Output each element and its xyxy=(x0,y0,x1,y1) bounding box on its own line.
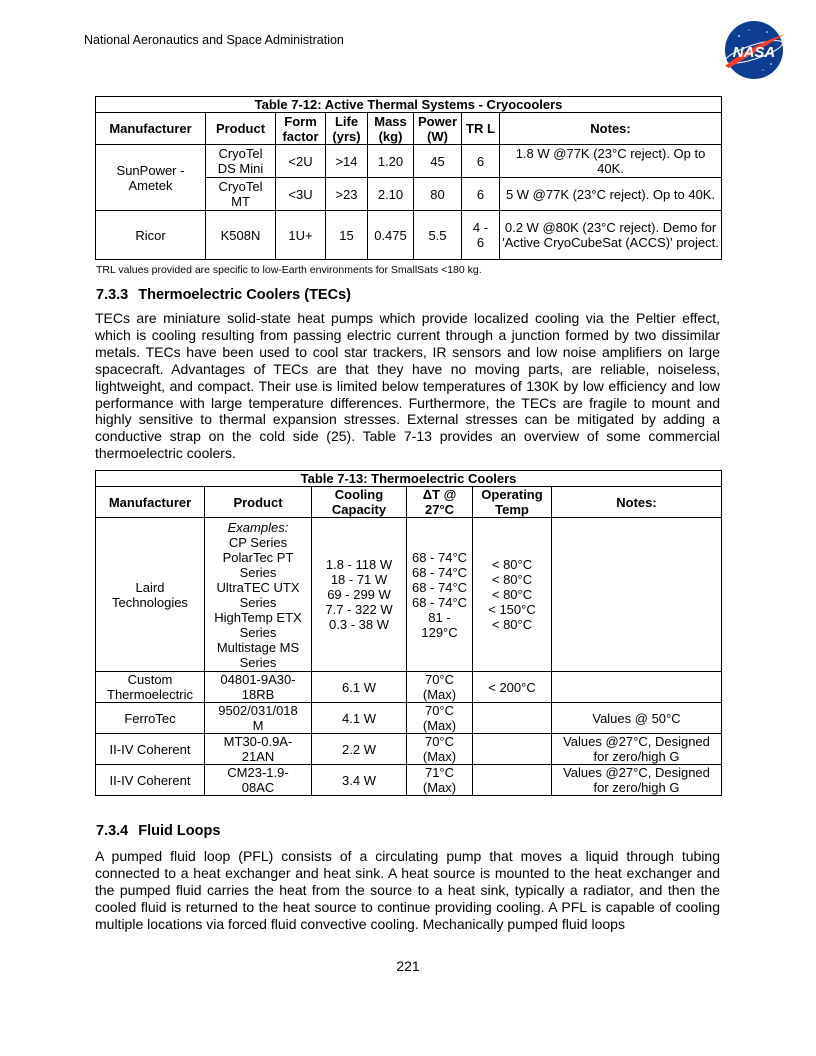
table-cell: 6.1 W xyxy=(312,672,407,703)
column-header: Cooling Capacity xyxy=(312,487,407,518)
table-cell xyxy=(552,518,722,672)
table-cell: CM23-1.9- 08AC xyxy=(205,765,312,796)
table-footnote: TRL values provided are specific to low-Earth environments for SmallSats <180 kg. xyxy=(96,264,482,276)
table-cell: FerroTec xyxy=(96,703,205,734)
table-cell: 1.8 W @77K (23°C reject). Op to 40K. xyxy=(500,145,722,178)
table-caption: Table 7-12: Active Thermal Systems - Cryocoolers xyxy=(96,97,722,113)
table-cell: 70°C (Max) xyxy=(407,672,473,703)
table-cell: 04801-9A30- 18RB xyxy=(205,672,312,703)
table-cell: K508N xyxy=(206,211,276,260)
table-cell: 5 W @77K (23°C reject). Op to 40K. xyxy=(500,178,722,211)
section-body: A pumped fluid loop (PFL) consists of a circulating pump that moves a liquid through tubing connected to a heat exchanger and heat sink. A heat source is mounted to the heat exchanger and the pumped fluid carries the heat from the source to a heat sink, typically a radiator, and then the cooled fluid is returned to the heat source to continue providing cooling. A PFL is capable of cooling multiple locations via forced fluid convective cooling. Mechanically pumped fluid loops xyxy=(95,848,720,932)
table-cell: < 200°C xyxy=(473,672,552,703)
table-cell: >14 xyxy=(326,145,368,178)
table-cell xyxy=(552,672,722,703)
header-organization: National Aeronautics and Space Administration xyxy=(84,33,344,47)
table-cell: 6 xyxy=(462,178,500,211)
table-cell: 1.8 - 118 W 18 - 71 W 69 - 299 W 7.7 - 322 W 0.3 - 38 W xyxy=(312,518,407,672)
table-cell xyxy=(473,703,552,734)
section-heading xyxy=(96,823,220,839)
table-cell: CryoTel MT xyxy=(206,178,276,211)
table-cell: 80 xyxy=(414,178,462,211)
column-header: ΔT @ 27°C xyxy=(407,487,473,518)
column-header: Notes: xyxy=(552,487,722,518)
table-cell: II-IV Coherent xyxy=(96,734,205,765)
table-cell: 68 - 74°C 68 - 74°C 68 - 74°C 68 - 74°C 81 - 129°C xyxy=(407,518,473,672)
column-header: Form factor xyxy=(276,113,326,145)
nasa-logo-icon xyxy=(719,18,789,82)
column-header: Operating Temp xyxy=(473,487,552,518)
table-cell: 2.2 W xyxy=(312,734,407,765)
section-body: TECs are miniature solid-state heat pumps which provide localized cooling via the Peltier effect, which is cooling resulting from passing electric current through a junction formed by two dissimilar metals. TECs have been used to cool star trackers, IR sensors and low noise amplifiers on large spacecraft. Advantages of TECs are that they have no moving parts, are reliable, noiseless, lightweight, and compact. Their use is limited below temperatures of 130K by low efficiency and low performance with large temperature differences. Furthermore, the TECs are fragile to mount and highly sensitive to thermal expansion stresses. External stresses can be mitigated by adding a conductive strap on the cold side (25). Table 7-13 provides an overview of some commercial thermoelectric coolers. xyxy=(95,310,720,462)
page-number: 221 xyxy=(396,958,420,974)
table-cell: Values @27°C, Designed for zero/high G xyxy=(552,765,722,796)
column-header: Mass (kg) xyxy=(368,113,414,145)
table-cell: 2.10 xyxy=(368,178,414,211)
column-header: Notes: xyxy=(500,113,722,145)
table-cell xyxy=(473,765,552,796)
column-header: Product xyxy=(206,113,276,145)
section-number: 7.3.3 xyxy=(96,287,129,303)
table-cell xyxy=(473,734,552,765)
table-cell: <3U xyxy=(276,178,326,211)
column-header: TR L xyxy=(462,113,500,145)
table-cell: 1U+ xyxy=(276,211,326,260)
table-cell: SunPower - Ametek xyxy=(96,145,206,211)
product-examples-label: Examples: xyxy=(227,519,289,535)
table-cell xyxy=(205,518,312,672)
table-cell: 4 - 6 xyxy=(462,211,500,260)
table-caption: Table 7-13: Thermoelectric Coolers xyxy=(96,471,722,487)
thermoelectric-table xyxy=(95,470,722,796)
table-cell: 70°C (Max) xyxy=(407,734,473,765)
section-number: 7.3.4 xyxy=(96,823,129,839)
section-title: Thermoelectric Coolers (TECs) xyxy=(138,287,351,303)
table-cell: 45 xyxy=(414,145,462,178)
table-cell: Custom Thermoelectric xyxy=(96,672,205,703)
cryocooler-table xyxy=(95,96,722,260)
table-cell: < 80°C < 80°C < 80°C < 150°C < 80°C xyxy=(473,518,552,672)
table-cell: 6 xyxy=(462,145,500,178)
table-cell: Laird Technologies xyxy=(96,518,205,672)
column-header: Life (yrs) xyxy=(326,113,368,145)
table-cell: <2U xyxy=(276,145,326,178)
table-cell: II-IV Coherent xyxy=(96,765,205,796)
section-title: Fluid Loops xyxy=(138,823,221,839)
table-cell: 0.2 W @80K (23°C reject). Demo for 'Active CryoCubeSat (ACCS)' project. xyxy=(500,211,722,260)
table-cell: 5.5 xyxy=(414,211,462,260)
table-cell: 70°C (Max) xyxy=(407,703,473,734)
table-cell: Values @27°C, Designed for zero/high G xyxy=(552,734,722,765)
table-cell: 1.20 xyxy=(368,145,414,178)
column-header: Manufacturer xyxy=(96,113,206,145)
table-cell: 3.4 W xyxy=(312,765,407,796)
column-header: Product xyxy=(205,487,312,518)
table-cell: Ricor xyxy=(96,211,206,260)
column-header: Manufacturer xyxy=(96,487,205,518)
table-cell: >23 xyxy=(326,178,368,211)
column-header: Power (W) xyxy=(414,113,462,145)
product-list: CP Series PolarTec PT Series UltraTEC UTX Series HighTemp ETX Series Multistage MS Series xyxy=(214,534,302,670)
table-cell: Values @ 50°C xyxy=(552,703,722,734)
table-cell: 4.1 W xyxy=(312,703,407,734)
table-cell: 15 xyxy=(326,211,368,260)
table-cell: MT30-0.9A- 21AN xyxy=(205,734,312,765)
table-cell: 9502/031/018 M xyxy=(205,703,312,734)
section-heading xyxy=(96,287,351,303)
table-cell: CryoTel DS Mini xyxy=(206,145,276,178)
table-cell: 0.475 xyxy=(368,211,414,260)
table-cell: 71°C (Max) xyxy=(407,765,473,796)
nasa-logo-text: NASA xyxy=(732,44,776,61)
